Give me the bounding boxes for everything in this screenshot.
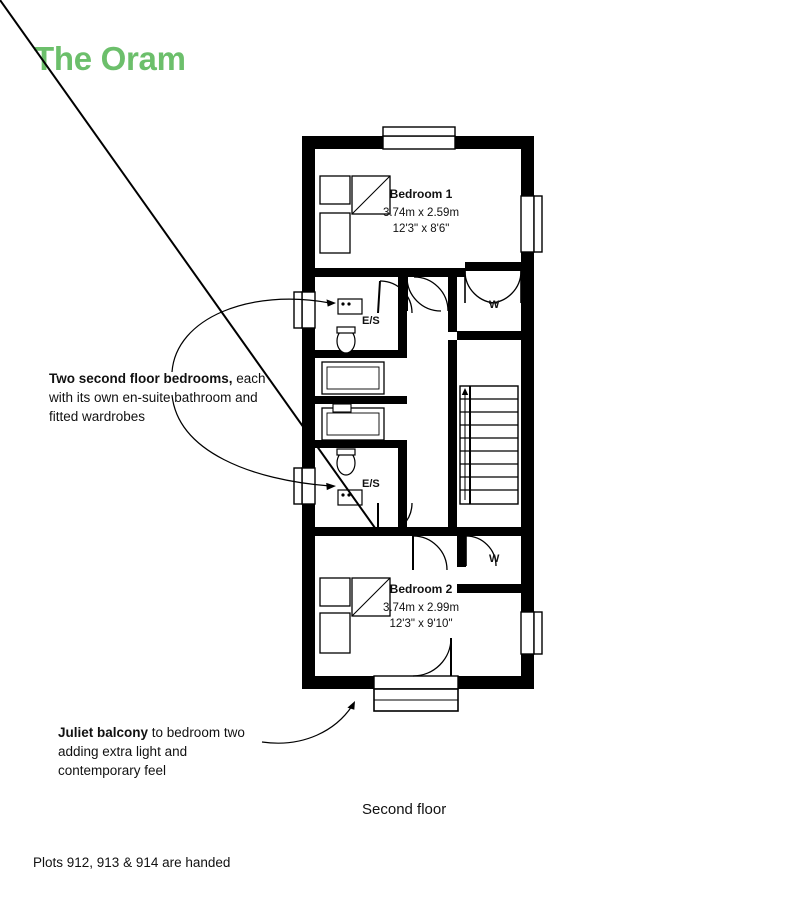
annotation-balcony-lead: Juliet balcony [58, 725, 149, 740]
annotation-balcony-rest: to bedroom two adding extra light and contemporary feel [58, 725, 245, 779]
staircase [460, 386, 518, 504]
room-name: Bedroom 1 [389, 187, 453, 201]
annotation-balcony [58, 723, 263, 780]
annotation-bedrooms-lead: Two second floor bedrooms, [49, 371, 233, 386]
room-dimensions-imperial: 12'3" x 9'10" [389, 618, 453, 631]
ensuite-1-tag: E/S [362, 315, 380, 327]
room-dimensions-imperial: 12'3" x 8'6" [392, 223, 450, 236]
room-label-bedroom-2 [356, 581, 486, 633]
room-dimensions-metric: 3.74m x 2.99m [382, 602, 460, 615]
room-name: Bedroom 2 [389, 582, 453, 596]
wardrobe-1-tag: W [489, 299, 500, 311]
annotation-bedrooms [49, 369, 279, 426]
footnote: Plots 912, 913 & 914 are handed [33, 855, 231, 870]
page-title: The Oram [34, 40, 186, 77]
room-dimensions-metric: 3.74m x 2.59m [382, 207, 460, 220]
annotation-bedrooms-rest: each with its own en-suite bathroom and fitted wardrobes [49, 371, 266, 425]
doors [0, 0, 521, 676]
wardrobe-2-tag: W [489, 553, 500, 565]
ensuite-2-tag: E/S [362, 478, 380, 490]
floor-caption: Second floor [362, 801, 447, 818]
room-label-bedroom-1 [356, 186, 486, 238]
